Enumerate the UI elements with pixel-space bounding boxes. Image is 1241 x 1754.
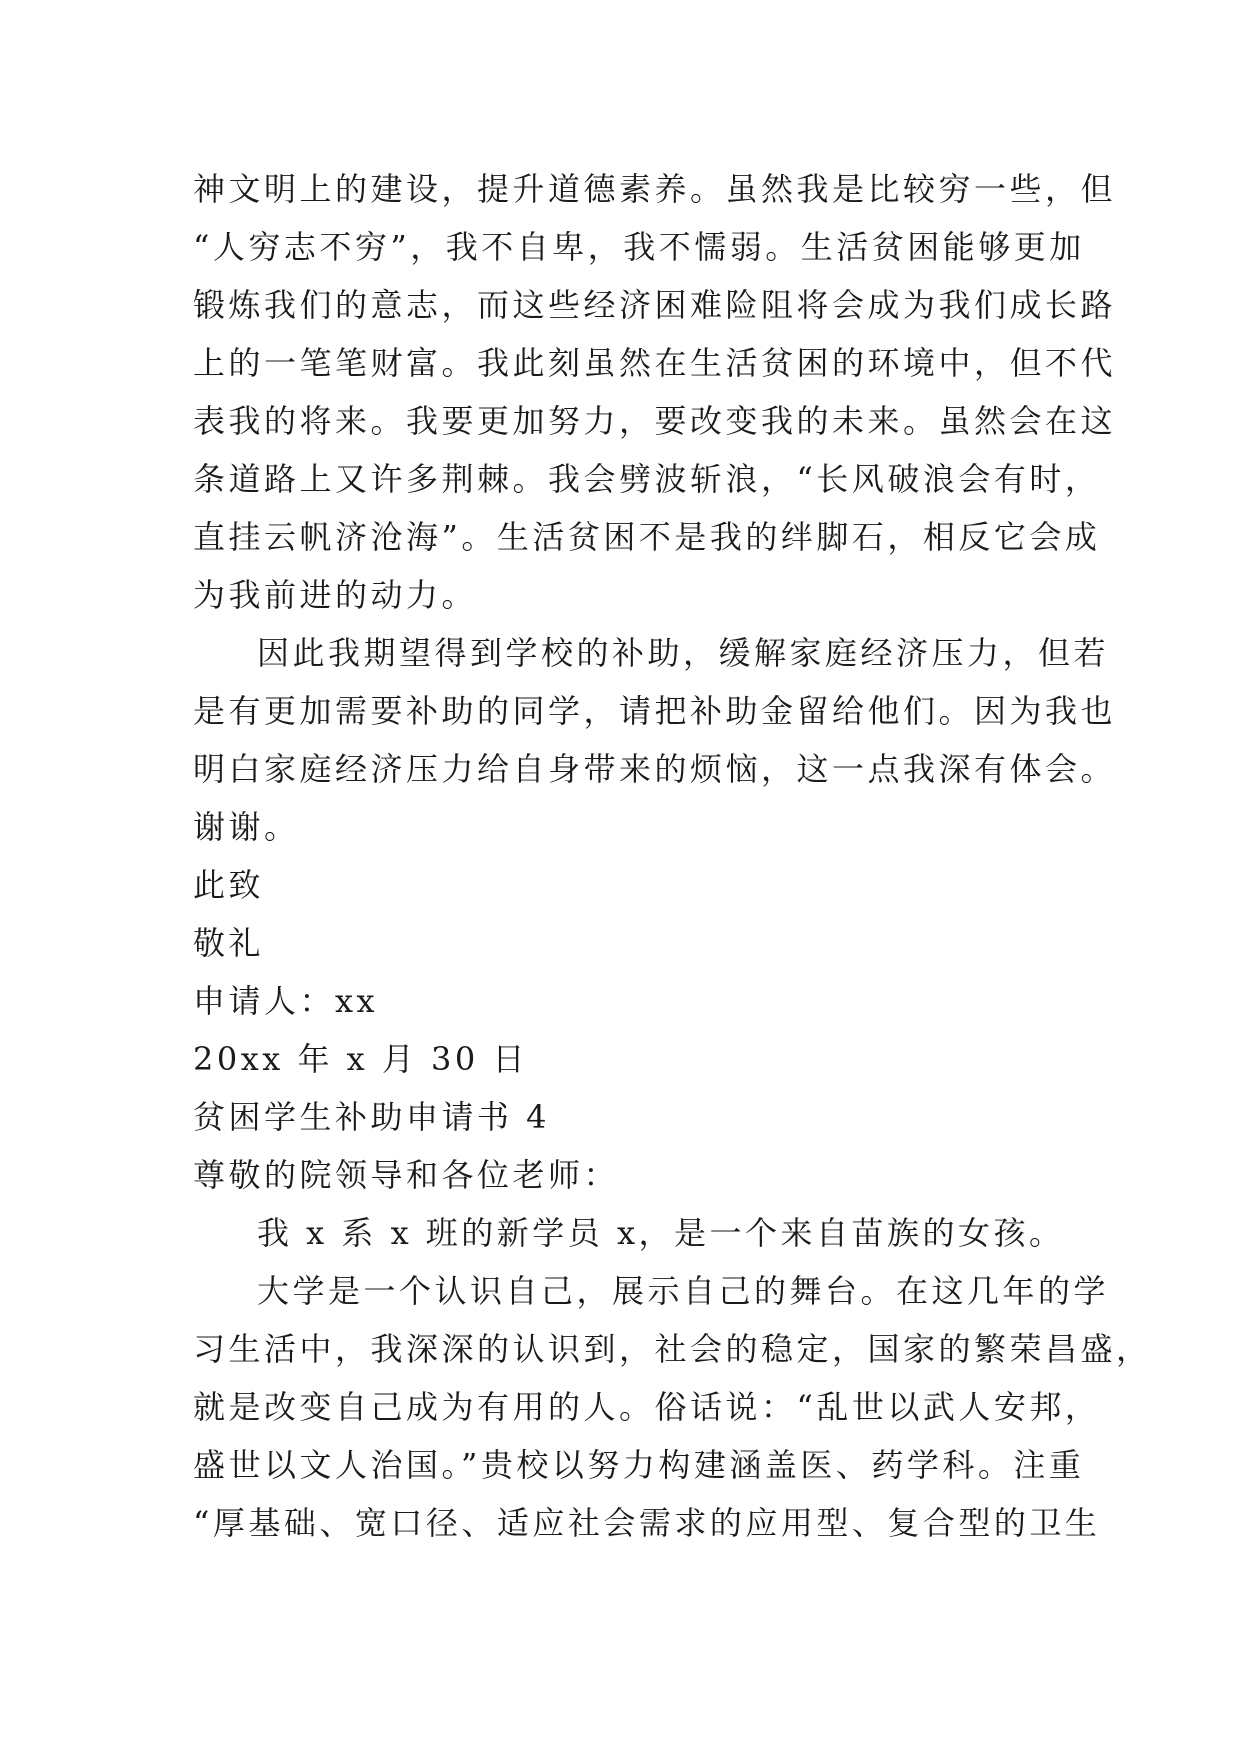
closing-salutation: 此致 [193,866,265,904]
text-line: 锻炼我们的意志，而这些经济困难险阻将会成为我们成长路 [193,286,1117,324]
paragraph-start-line: 我 x 系 x 班的新学员 x，是一个来自苗族的女孩。 [257,1214,1065,1252]
letter-greeting: 尊敬的院领导和各位老师： [193,1156,620,1194]
text-line: 谢谢。 [193,808,300,846]
text-line: 表我的将来。我要更加努力，要改变我的未来。虽然会在这 [193,402,1117,440]
text-line: 明白家庭经济压力给自身带来的烦恼，这一点我深有体会。 [193,750,1117,788]
text-line: 上的一笔笔财富。我此刻虽然在生活贫困的环境中，但不代 [193,344,1117,382]
closing-regards: 敬礼 [193,924,265,962]
text-line: 条道路上又许多荆棘。我会劈波斩浪，“长风破浪会有时， [193,460,1101,498]
document-body [193,160,1152,1552]
text-line: “人穷志不穷”，我不自卑，我不懦弱。生活贫困能够更加 [193,228,1085,266]
text-line: 直挂云帆济沧海”。生活贫困不是我的绊脚石，相反它会成 [193,518,1101,556]
text-line: “厚基础、宽口径、适应社会需求的应用型、复合型的卫生 [193,1504,1101,1542]
text-line: 习生活中，我深深的认识到，社会的稳定，国家的繁荣昌盛， [193,1330,1152,1368]
paragraph-start-line: 大学是一个认识自己，展示自己的舞台。在这几年的学 [257,1272,1110,1310]
letter-date: 20xx 年 x 月 30 日 [193,1040,528,1078]
text-line: 就是改变自己成为有用的人。俗话说：“乱世以武人安邦， [193,1388,1101,1426]
applicant-signature: 申请人：xx [193,982,379,1020]
paragraph-start-line: 因此我期望得到学校的补助，缓解家庭经济压力，但若 [257,634,1110,672]
text-line: 盛世以文人治国。”贵校以努力构建涵盖医、药学科。注重 [193,1446,1085,1484]
text-line: 神文明上的建设，提升道德素养。虽然我是比较穷一些，但 [193,170,1117,208]
text-line: 是有更加需要补助的同学，请把补助金留给他们。因为我也 [193,692,1117,730]
section-title: 贫困学生补助申请书 4 [193,1098,551,1136]
text-line: 为我前进的动力。 [193,576,478,614]
